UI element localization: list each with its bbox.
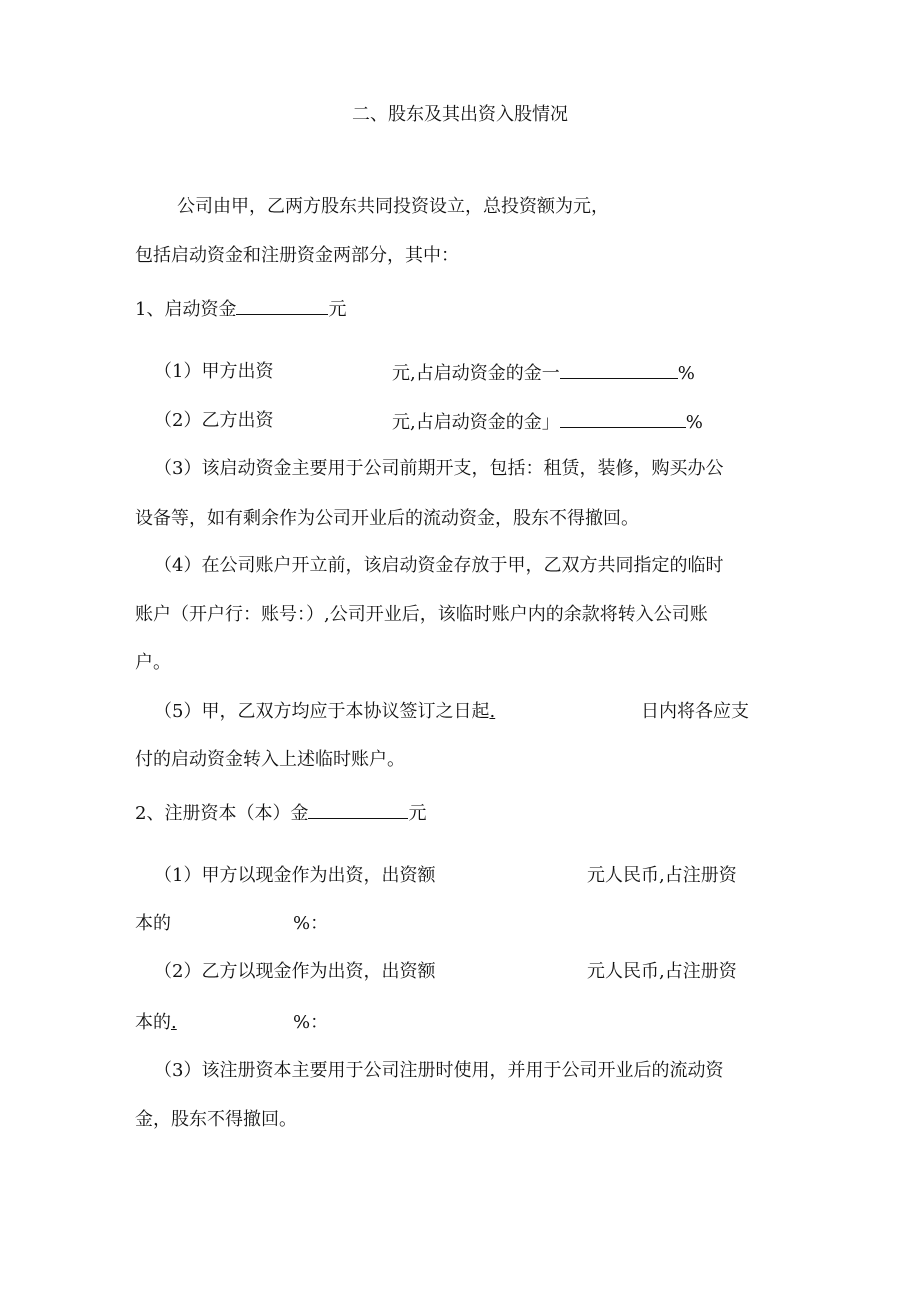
page-title: 二、股东及其出资入股情况	[352, 104, 568, 125]
section1-amount-blank	[236, 296, 328, 315]
s1-item2	[392, 409, 703, 435]
s1-item1-blank	[560, 360, 678, 379]
s2-item2-dot: .	[171, 1012, 177, 1033]
section1-unit: 元	[328, 299, 347, 320]
s2-item1-line-2a: 本的	[135, 913, 171, 934]
s2-item1-line-1a: （1）甲方以现金作为出资，出资额	[154, 865, 436, 886]
s2-item2-line-1b: 元人民币,占注册资	[587, 961, 737, 982]
s1-item4-line-3: 户。	[135, 652, 171, 673]
s1-item5-line-1b: 日内将各应支	[641, 701, 749, 722]
section2-heading-text: 2、注册资本（本）金	[135, 803, 309, 824]
s1-item2-label: （2）乙方出资	[154, 410, 274, 431]
s1-item2-blank	[560, 409, 686, 428]
section2-amount-blank	[308, 800, 408, 819]
s1-item1-end: %	[677, 363, 695, 384]
section2-unit: 元	[408, 803, 427, 824]
intro-line-1: 公司由甲，乙两方股东共同投资设立，总投资额为元，	[177, 196, 609, 217]
s1-item1	[392, 360, 695, 386]
s1-item2-mid: 元,占启动资金的金	[392, 412, 542, 433]
s2-item3-line-1: （3）该注册资本主要用于公司注册时使用，并用于公司开业后的流动资	[154, 1060, 724, 1081]
s2-item1-line-2b: %：	[293, 913, 329, 934]
s1-item1-mid: 元,占启动资金的金一	[392, 363, 560, 384]
s1-item5-line-2: 付的启动资金转入上述临时账户。	[135, 749, 405, 770]
s1-item3-line-2: 设备等，如有剩余作为公司开业后的流动资金，股东不得撤回。	[135, 508, 639, 529]
s1-item3-line-1: （3）该启动资金主要用于公司前期开支，包括：租赁，装修，购买办公	[154, 458, 724, 479]
s1-item1-label: （1）甲方出资	[154, 361, 274, 382]
s2-item2-line-2b: %：	[293, 1012, 329, 1033]
s1-item4-line-2: 账户（开户行：账号：）,公司开业后，该临时账户内的余款将转入公司账	[135, 604, 708, 625]
s2-item1-line-1b: 元人民币,占注册资	[587, 865, 737, 886]
s1-item4-line-1: （4）在公司账户开立前，该启动资金存放于甲，乙双方共同指定的临时	[154, 555, 724, 576]
s2-item3-line-2: 金，股东不得撤回。	[135, 1109, 297, 1130]
s2-item2-line-2a	[135, 1011, 177, 1035]
s1-item2-mark: 」	[541, 412, 560, 433]
s1-item5-dot: .	[489, 701, 496, 722]
s1-item5-line-1a	[154, 700, 495, 724]
section2-heading	[135, 800, 426, 826]
section1-heading	[135, 296, 346, 322]
intro-line-2: 包括启动资金和注册资金两部分，其中：	[135, 245, 459, 266]
s2-item2-line-1a: （2）乙方以现金作为出资，出资额	[154, 961, 436, 982]
s1-item2-end: %	[685, 412, 703, 433]
s1-item5-text-a: （5）甲，乙双方均应于本协议签订之日起	[154, 701, 490, 722]
s2-item2-text-a: 本的	[135, 1012, 171, 1033]
section1-heading-text: 1、启动资金	[135, 299, 237, 320]
